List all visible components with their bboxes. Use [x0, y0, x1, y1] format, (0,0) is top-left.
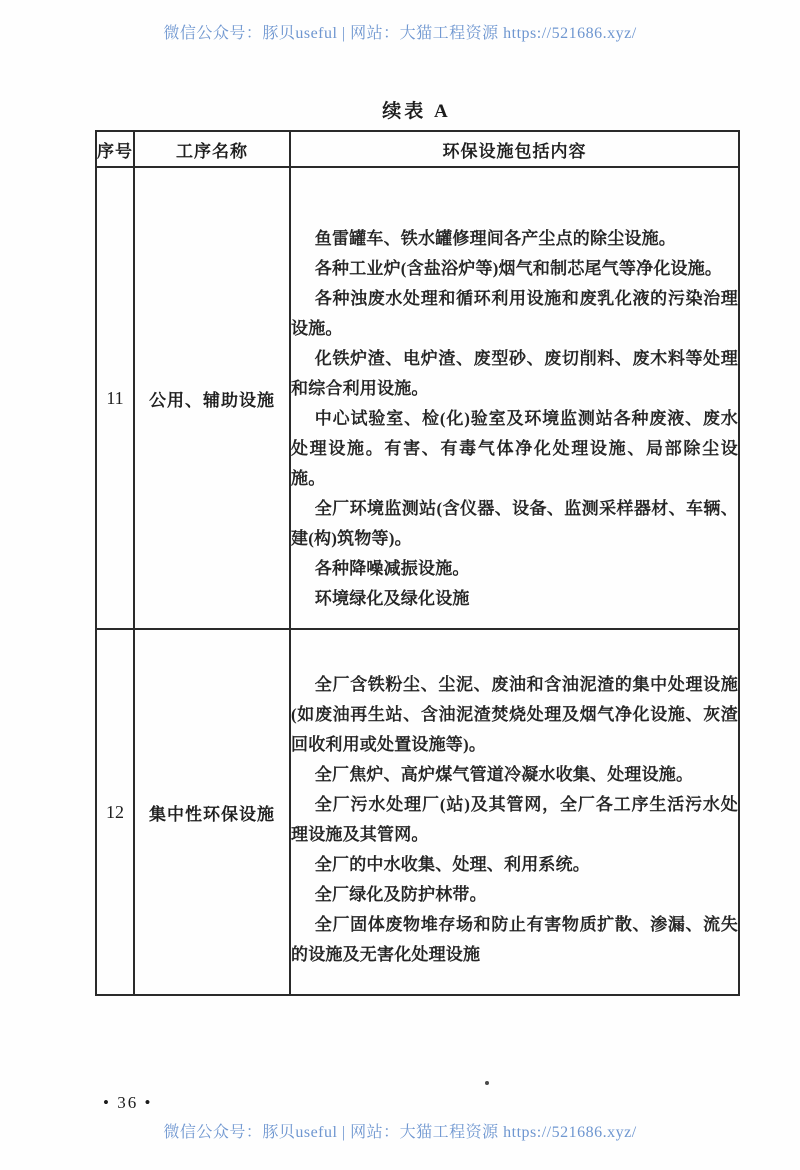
header-serial-number: 序号	[96, 131, 134, 167]
row-12-number: 12	[96, 629, 134, 995]
table-row-12	[96, 629, 739, 995]
row-11-item-2: 各种工业炉(含盐浴炉等)烟气和制芯尾气等净化设施。	[314, 259, 723, 278]
row-11-item-3: 各种浊废水处理和循环利用设施和废乳化液的污染治理设施。	[291, 289, 738, 338]
continuation-table	[95, 130, 740, 996]
ink-speck-artifact	[485, 1081, 489, 1085]
header-process-name: 工序名称	[134, 131, 290, 167]
row-11-item-6: 全厂环境监测站(含仪器、设备、监测采样器材、车辆、建(构)筑物等)。	[291, 499, 738, 548]
watermark-top: 微信公众号：豚贝useful | 网站：大猫工程资源 https://521686.xyz/	[163, 25, 637, 42]
row-12-process-name: 集中性环保设施	[134, 629, 290, 995]
row-12-item-4: 全厂的中水收集、处理、利用系统。	[314, 855, 590, 874]
row-11-content	[290, 167, 739, 629]
row-11-process-name: 公用、辅助设施	[134, 167, 290, 629]
watermark-bottom: 微信公众号：豚贝useful | 网站：大猫工程资源 https://521686.xyz/	[163, 1124, 637, 1141]
row-11-item-8: 环境绿化及绿化设施	[314, 589, 470, 608]
row-11-item-4: 化铁炉渣、电炉渣、废型砂、废切削料、废木料等处理和综合利用设施。	[291, 349, 738, 398]
page-number: • 36 •	[103, 1093, 153, 1112]
row-11-item-7: 各种降噪减振设施。	[314, 559, 470, 578]
row-12-item-1: 全厂含铁粉尘、尘泥、废油和含油泥渣的集中处理设施(如废油再生站、含油泥渣焚烧处理及烟气净化设施、灰渣回收利用或处置设施等)。	[291, 675, 738, 754]
table-row-11	[96, 167, 739, 629]
row-11-number: 11	[96, 167, 134, 629]
row-12-item-3: 全厂污水处理厂(站)及其管网，全厂各工序生活污水处理设施及其管网。	[291, 795, 738, 844]
page-title: 续表 A	[382, 101, 451, 122]
table-header-row	[96, 131, 739, 167]
row-11-item-1: 鱼雷罐车、铁水罐修理间各产尘点的除尘设施。	[314, 229, 676, 248]
row-12-content	[290, 629, 739, 995]
row-11-item-5: 中心试验室、检(化)验室及环境监测站各种废液、废水处理设施。有害、有毒气体净化处理设施、局部除尘设施。	[291, 409, 738, 488]
header-facility-content: 环保设施包括内容	[290, 131, 739, 167]
row-12-item-6: 全厂固体废物堆存场和防止有害物质扩散、渗漏、流失的设施及无害化处理设施	[291, 915, 738, 964]
row-12-item-5: 全厂绿化及防护林带。	[314, 885, 487, 904]
row-12-item-2: 全厂焦炉、高炉煤气管道冷凝水收集、处理设施。	[314, 765, 694, 784]
